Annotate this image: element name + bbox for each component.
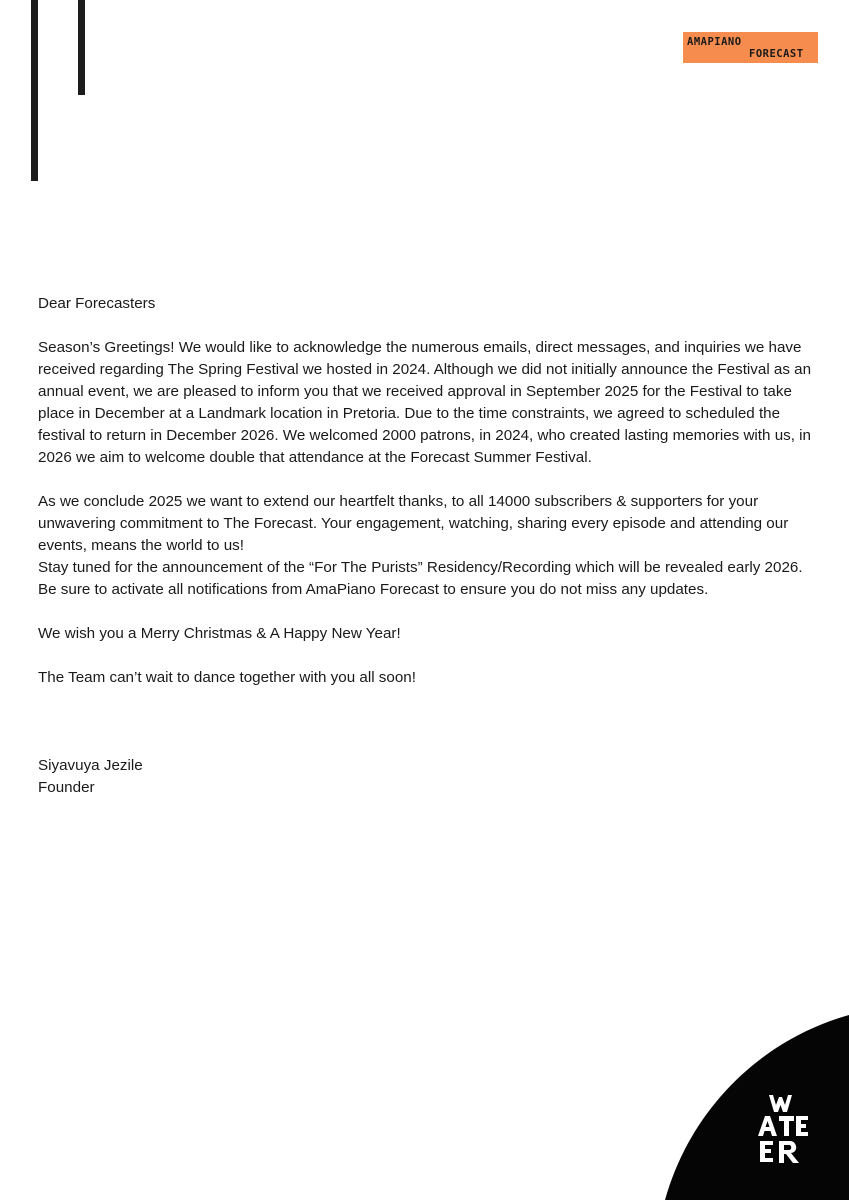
paragraph-wishes: We wish you a Merry Christmas & A Happy New Year! (38, 625, 401, 642)
paragraph-stay-tuned: Stay tuned for the announcement of the “For The Purists” Residency/Recording which will be revealed early 2026. Be sure to activate all notifications from AmaPiano Forecast to ensure you do not miss any updates. (38, 559, 803, 598)
logo-line-forecast: FORECAST (749, 48, 804, 60)
letter-body (38, 293, 814, 799)
decorative-bar-right (78, 0, 85, 95)
paragraph-thanks: As we conclude 2025 we want to extend our heartfelt thanks, to all 14000 subscribers & supporters for your unwavering commitment to The Forecast. Your engagement, watching, sharing every episode and attending our events, means the world to us! (38, 493, 789, 554)
paragraph-team: The Team can’t wait to dance together with you all soon! (38, 669, 416, 686)
amapiano-forecast-logo (683, 32, 818, 63)
water-emblem-icon (758, 1095, 808, 1163)
decorative-bar-left (31, 0, 38, 181)
paragraph-greetings: Season’s Greetings! We would like to acknowledge the numerous emails, direct messages, and inquiries we have received regarding The Spring Festival we hosted in 2024. Although we did not initially announce the Festival as an annual event, we are pleased to inform you that we received approval in September 2025 for the Festival to take place in December at a Landmark location in Pretoria. Due to the time constraints, we agreed to scheduled the festival to return in December 2026. We welcomed 2000 patrons, in 2024, who created lasting memories with us, in 2026 we aim to welcome double that attendance at the Forecast Summer Festival. (38, 339, 812, 466)
signature-name: Siyavuya Jezile (38, 757, 143, 774)
signature-title: Founder (38, 779, 95, 796)
logo-line-amapiano: AMAPIANO (687, 36, 742, 48)
corner-black-shape (665, 1015, 849, 1200)
salutation: Dear Forecasters (38, 295, 156, 312)
